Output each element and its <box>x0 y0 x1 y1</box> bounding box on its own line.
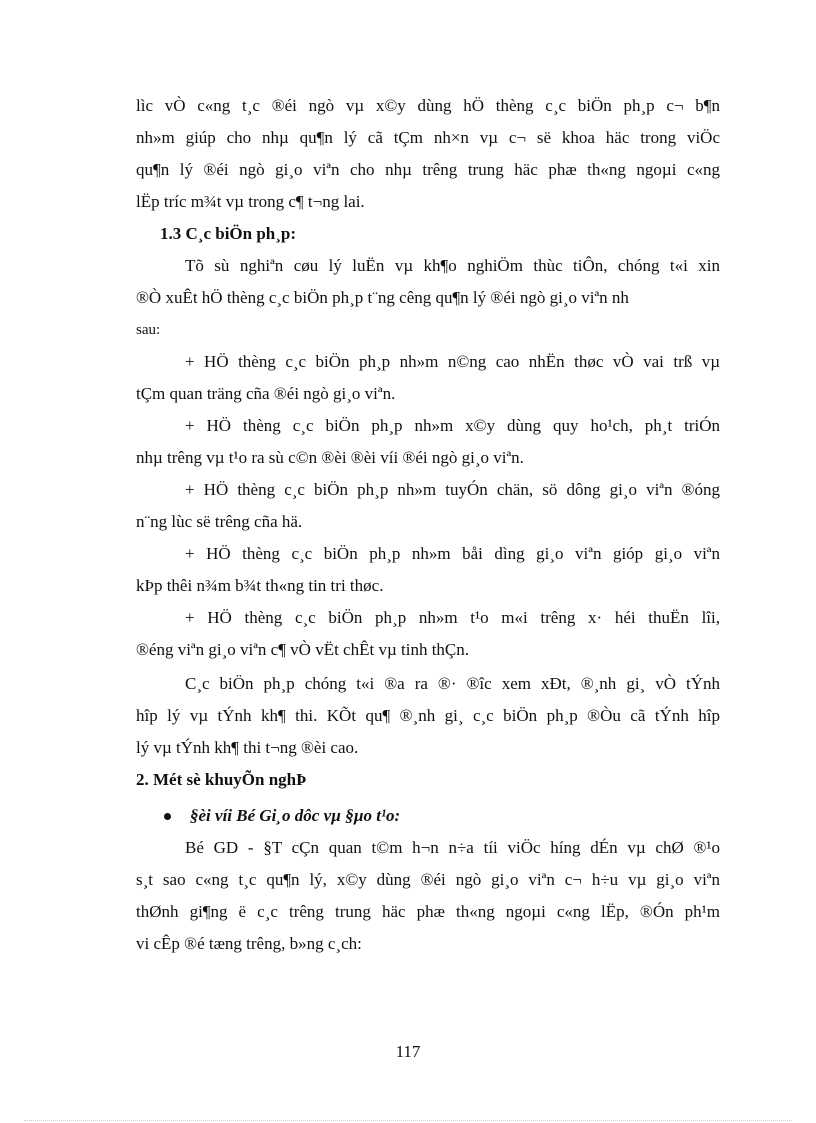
text-line: n¨ng lùc së trêng cña hä. <box>136 512 303 531</box>
text-line: qu¶n lý ®éi ngò gi¸o viªn cho nhµ trêng trung häc phæ th«ng ngoµi c«ng <box>136 160 720 179</box>
text-line: Bé GD - §T cÇn quan t©m h¬n n÷a tíi viÖc híng dÉn vµ chØ ®¹o <box>185 838 720 857</box>
subsection-heading: §èi víi Bé Gi¸o dôc vµ §µo t¹o: <box>190 806 401 825</box>
section-heading: 2. Mét sè khuyÕn nghÞ <box>136 770 307 789</box>
list-item: + HÖ thèng c¸c biÖn ph¸p nh»m båi dìng gi¸o viªn gióp gi¸o viªn <box>185 544 720 563</box>
text-line: lËp tríc m¾t vµ trong c¶ t¬ng lai. <box>136 192 365 211</box>
text-line: tÇm quan träng cña ®éi ngò gi¸o viªn. <box>136 384 396 403</box>
text-line: lý vµ tÝnh kh¶ thi t¬ng ®èi cao. <box>136 738 359 757</box>
bullet-icon <box>164 813 171 820</box>
text-line: s¸t sao c«ng t¸c qu¶n lý, x©y dùng ®éi ngò gi¸o viªn c¬ h÷u vµ gi¸o viªn <box>136 870 720 889</box>
list-item: + HÖ thèng c¸c biÖn ph¸p nh»m x©y dùng quy ho¹ch, ph¸t triÓn <box>185 416 720 435</box>
list-item: + HÖ thèng c¸c biÖn ph¸p nh»m tuyÓn chän, sö dông gi¸o viªn ®óng <box>185 480 720 499</box>
list-item: + HÖ thèng c¸c biÖn ph¸p nh»m n©ng cao nhËn thøc vÒ vai trß vµ <box>185 352 720 371</box>
text-line: kÞp thêi n¾m b¾t th«ng tin tri thøc. <box>136 576 384 595</box>
text-line: nhµ trêng vµ t¹o ra sù c©n ®èi ®èi víi ®éi ngò gi¸o viªn. <box>136 448 524 467</box>
text-line: Tõ sù nghiªn cøu lý luËn vµ kh¶o nghiÖm thùc tiÔn, chóng t«i xin <box>185 256 720 275</box>
text-line: nh»m giúp cho nhµ qu¶n lý cã tÇm nh×n vµ c¬ së khoa häc trong viÖc <box>136 128 720 147</box>
text-line: lìc vÒ c«ng t¸c ®éi ngò vµ x©y dùng hÖ thèng c¸c biÖn ph¸p c¬ b¶n <box>136 96 720 115</box>
footer-divider <box>24 1120 792 1121</box>
text-line: hîp lý vµ tÝnh kh¶ thi. KÕt qu¶ ®¸nh gi¸ c¸c biÖn ph¸p ®Òu cã tÝnh hîp <box>136 706 720 725</box>
text-line: ®Ò xuÊt hÖ thèng c¸c biÖn ph¸p t¨ng cêng qu¶n lý ®éi ngò gi¸o viªn nh <box>136 288 629 307</box>
text-line: sau: <box>136 322 161 338</box>
text-line: ®éng viªn gi¸o viªn c¶ vÒ vËt chÊt vµ tinh thÇn. <box>136 640 470 659</box>
list-item: + HÖ thèng c¸c biÖn ph¸p nh»m t¹o m«i trêng x· héi thuËn lîi, <box>185 608 720 627</box>
text-line: C¸c biÖn ph¸p chóng t«i ®a ra ®· ®îc xem xÐt, ®¸nh gi¸ vÒ tÝnh <box>185 674 720 693</box>
section-heading: 1.3 C¸c biÖn ph¸p: <box>160 224 297 243</box>
text-line: vi cÊp ®é tæng trêng, b»ng c¸ch: <box>136 934 362 953</box>
page-number: 117 <box>395 1042 421 1061</box>
text-line: thØnh gi¶ng ë c¸c trêng trung häc phæ th«ng ngoµi c«ng lËp, ®Ón ph¹m <box>136 902 720 921</box>
